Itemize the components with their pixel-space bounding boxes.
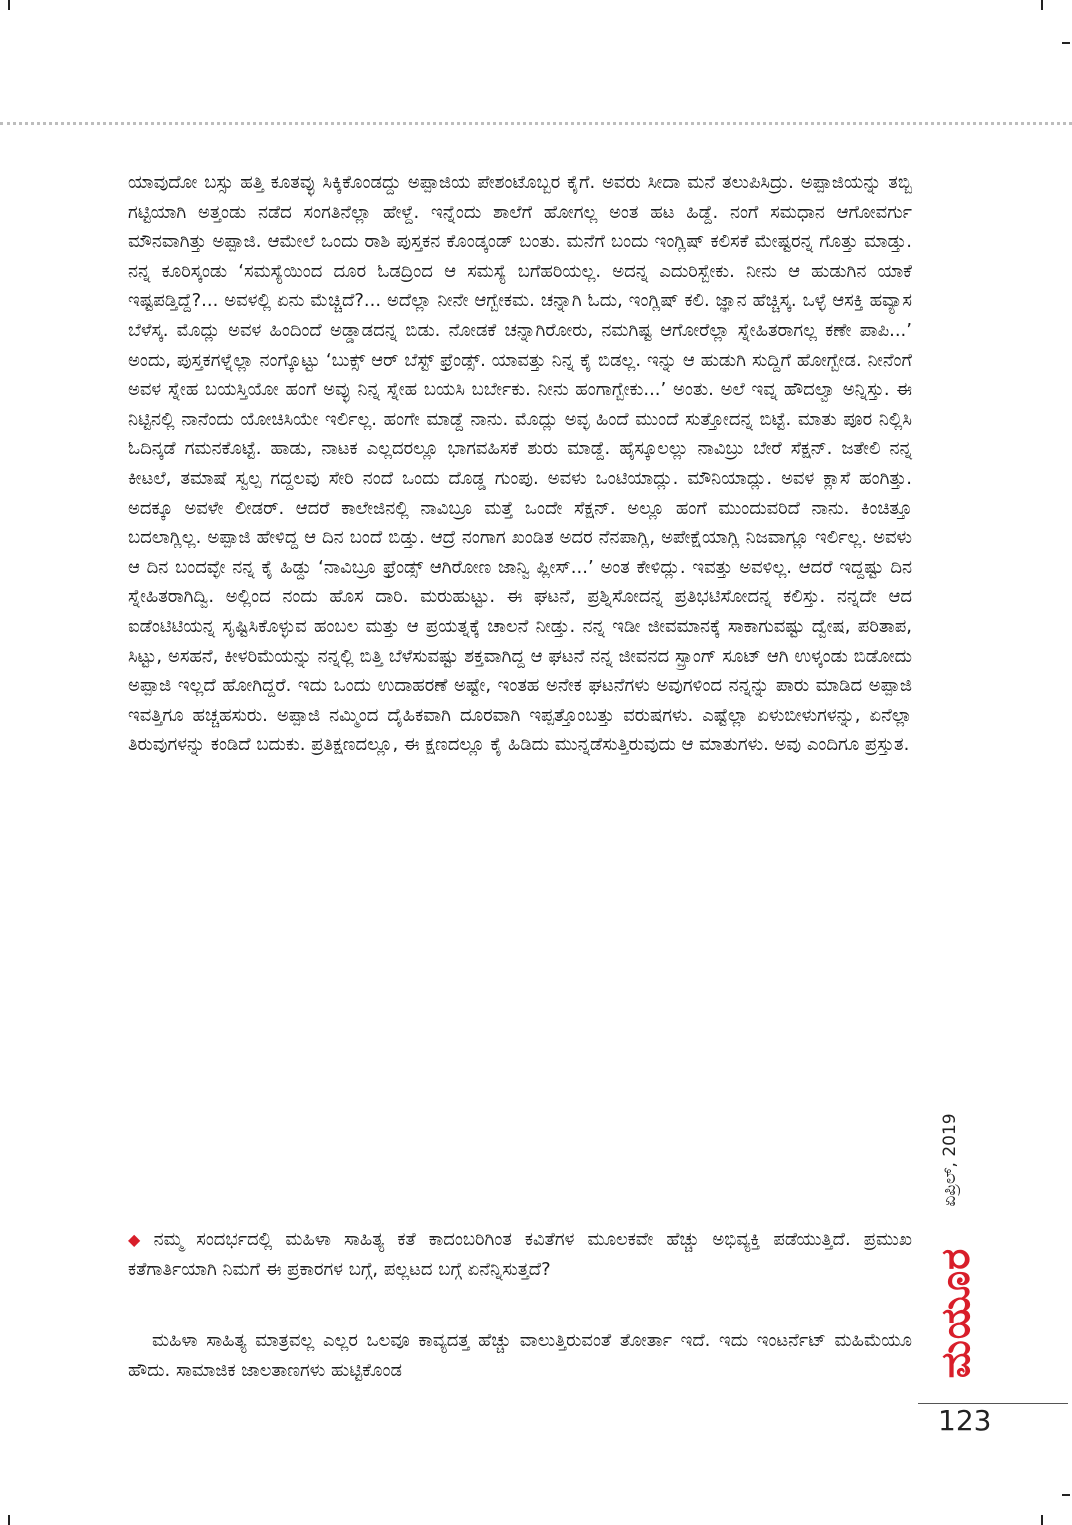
interview-answer: ಮಹಿಳಾ ಸಾಹಿತ್ಯ ಮಾತ್ರವಲ್ಲ ಎಲ್ಲರ ಒಲವೂ ಕಾವ್ಯದತ್ತ ಹೆಚ್ಚು ವಾಲುತ್ತಿರುವಂತೆ ತೋರ್ತಾ ಇದೆ. ಇದು ಇಂಟರ್ನೆಟ್ ಮಹಿಮೆಯೂ ಹೌದು. ಸಾಮಾಜಿಕ ಜಾಲತಾಣಗಳು ಹುಟ್ಟಿಕೊಂಡ [128, 1330, 912, 1381]
page-number: 123 [938, 1404, 992, 1437]
issue-date: ಏಪ್ರಿಲ್, 2019 [940, 1113, 960, 1207]
crop-mark-bottom-right [1041, 1515, 1043, 1525]
question-text: ನಮ್ಮ ಸಂದರ್ಭದಲ್ಲಿ ಮಹಿಳಾ ಸಾಹಿತ್ಯ ಕತೆ ಕಾದಂಬರಿಗಿಂತ ಕವಿತೆಗಳ ಮೂಲಕವೇ ಹೆಚ್ಚು ಅಭಿವ್ಯಕ್ತಿ ಪಡೆಯುತ್ತಿದೆ. ಪ್ರಮುಖ ಕತೆಗಾರ್ತಿಯಾಗಿ ನಿಮಗೆ ಈ ಪ್ರಕಾರಗಳ ಬಗ್ಗೆ, ಪಲ್ಲಟದ ಬಗ್ಗೆ ಏನೆನ್ನಿಸುತ್ತದೆ? [128, 1229, 912, 1280]
body-paragraph: ಯಾವುದೋ ಬಸ್ಸು ಹತ್ತಿ ಕೂತವ್ಳು ಸಿಕ್ಕಿಕೊಂಡದ್ದು ಅಪ್ಪಾಜಿಯ ಪೇಶಂಟೊಬ್ಬರ ಕೈಗೆ. ಅವರು ಸೀದಾ ಮನೆ ತಲುಪಿಸಿದ್ರು. ಅಪ್ಪಾಜಿಯನ್ನು ತಬ್ಬಿ ಗಟ್ಟಿಯಾಗಿ ಅತ್ತಂಡು ನಡೆದ ಸಂಗತಿನೆಲ್ಲಾ ಹೇಳ್ದೆ. ಇನ್ನೆಂದು ಶಾಲೆಗೆ ಹೋಗಲ್ಲ ಅಂತ ಹಟ ಹಿಡ್ದೆ. ನಂಗೆ ಸಮಧಾನ ಆಗೋವರ್ಗು ಮೌನವಾಗಿತ್ತು ಅಪ್ಪಾಜಿ. ಆಮೇಲೆ ಒಂದು ರಾಶಿ ಪುಸ್ತಕನ ಕೊಂಡ್ಕಂಡ್ ಬಂತು. ಮನೆಗೆ ಬಂದು ಇಂಗ್ಲಿಷ್ ಕಲಿಸಕೆ ಮೇಷ್ಟರನ್ನ ಗೊತ್ತು ಮಾಡ್ತು. ನನ್ನ ಕೂರಿಸ್ಕಂಡು ‘ಸಮಸ್ಯೆಯಿಂದ ದೂರ ಓಡದ್ರಿಂದ ಆ ಸಮಸ್ಯೆ ಬಗೆಹರಿಯಲ್ಲ. ಅದನ್ನ ಎದುರಿಸ್ಬೇಕು. ನೀನು ಆ ಹುಡುಗಿನ ಯಾಕೆ ಇಷ್ಟಪಡ್ತಿದ್ದೆ?... ಅವಳಲ್ಲಿ ಏನು ಮೆಚ್ಚಿದೆ?... ಅದೆಲ್ಲಾ ನೀನೇ ಆಗ್ಬೇಕಮ. ಚನ್ನಾಗಿ ಓದು, ಇಂಗ್ಲಿಷ್ ಕಲಿ. ಜ್ಞಾನ ಹೆಚ್ಚಿಸ್ಕ. ಒಳ್ಳೆ ಆಸಕ್ತಿ ಹವ್ಯಾಸ ಬೆಳೆಸ್ಕ. ಮೊದ್ಲು ಅವಳ ಹಿಂದಿಂದೆ ಅಡ್ಡಾಡದನ್ನ ಬಿಡು. ನೋಡಕೆ ಚನ್ನಾಗಿರೋರು, ನಮಗಿಷ್ಟ ಆಗೋರೆಲ್ಲಾ ಸ್ನೇಹಿತರಾಗಲ್ಲ ಕಣೇ ಪಾಪಿ...’ ಅಂದು, ಪುಸ್ತಕಗಳ್ನೆಲ್ಲಾ ನಂಗ್ಕೊಟ್ಟು ‘ಬುಕ್ಸ್ ಆರ್ ಬೆಸ್ಟ್ ಫ್ರೆಂಡ್ಸ್. ಯಾವತ್ತು ನಿನ್ನ ಕೈ ಬಿಡಲ್ಲ. ಇನ್ನು ಆ ಹುಡುಗಿ ಸುದ್ದಿಗೆ ಹೋಗ್ಬೇಡ. ನೀನೆಂಗೆ ಅವಳ ಸ್ನೇಹ ಬಯಸ್ತಿಯೋ ಹಂಗೆ ಅವ್ಳು ನಿನ್ನ ಸ್ನೇಹ ಬಯಸಿ ಬರ್ಬೇಕು. ನೀನು ಹಂಗಾಗ್ಬೇಕು...’ ಅಂತು. ಅಲೆ ಇವ್ನ ಹೌದಲ್ವಾ ಅನ್ನಿಸ್ತು. ಈ ನಿಟ್ಟಿನಲ್ಲಿ ನಾನೆಂದು ಯೋಚಿಸಿಯೇ ಇರ್ಲಿಲ್ಲ. ಹಂಗೇ ಮಾಡ್ದೆ ನಾನು. ಮೊದ್ಲು ಅವ್ಳ ಹಿಂದೆ ಮುಂದೆ ಸುತ್ತೋದನ್ನ ಬಿಟ್ಟೆ. ಮಾತು ಪೂರ ನಿಲ್ಲಿಸಿ ಓದಿನ್ಕಡೆ ಗಮನಕೊಟ್ಟೆ. ಹಾಡು, ನಾಟಕ ಎಲ್ಲದರಲ್ಲೂ ಭಾಗವಹಿಸಕೆ ಶುರು ಮಾಡ್ದೆ. ಹೈಸ್ಕೂಲಲ್ಲು ನಾವಿಬ್ರು ಬೇರೆ ಸೆಕ್ಷನ್. ಜತೇಲಿ ನನ್ನ ಕೀಟಲೆ, ತಮಾಷೆ ಸ್ವಲ್ಪ ಗದ್ದಲವು ಸೇರಿ ನಂದೆ ಒಂದು ದೊಡ್ಡ ಗುಂಪು. ಅವಳು ಒಂಟಿಯಾದ್ಲು. ಮೌನಿಯಾದ್ಲು. ಅವಳ ಕ್ಲಾಸೆ ಹಂಗಿತ್ತು. ಅದಕ್ಕೂ ಅವಳೇ ಲೀಡರ್. ಆದರೆ ಕಾಲೇಜಿನಲ್ಲಿ ನಾವಿಬ್ರೂ ಮತ್ತೆ ಒಂದೇ ಸೆಕ್ಷನ್. ಅಲ್ಲೂ ಹಂಗೆ ಮುಂದುವರಿದೆ ನಾನು. ಕಿಂಚಿತ್ತೂ ಬದಲಾಗ್ಲಿಲ್ಲ. ಅಪ್ಪಾಜಿ ಹೇಳಿದ್ದ ಆ ದಿನ ಬಂದೆ ಬಿಡ್ತು. ಆದ್ರೆ ನಂಗಾಗ ಖಂಡಿತ ಅದರ ನೆನಪಾಗ್ಲಿ, ಅಪೇಕ್ಷೆಯಾಗ್ಲಿ ನಿಜವಾಗ್ಲೂ ಇರ್ಲಿಲ್ಲ. ಅವಳು ಆ ದಿನ ಬಂದವ್ಳೇ ನನ್ನ ಕೈ ಹಿಡ್ದು ‘ನಾವಿಬ್ರೂ ಫ್ರೆಂಡ್ಸ್ ಆಗಿರೋಣ ಜಾನ್ವಿ ಪ್ಲೀಸ್...’ ಅಂತ ಕೇಳಿದ್ಲು. ಇವತ್ತು ಅವಳಿಲ್ಲ. ಆದರೆ ಇದ್ದಷ್ಟು ದಿನ ಸ್ನೇಹಿತರಾಗಿದ್ವಿ. ಅಲ್ಲಿಂದ ನಂದು ಹೊಸ ದಾರಿ. ಮರುಹುಟ್ಟು. ಈ ಘಟನೆ, ಪ್ರಶ್ನಿಸೋದನ್ನ ಪ್ರತಿಭಟಿಸೋದನ್ನ ಕಲಿಸ್ತು. ನನ್ನದೇ ಆದ ಐಡೆಂಟಿಟಿಯನ್ನ ಸೃಷ್ಟಿಸಿಕೊಳ್ಳುವ ಹಂಬಲ ಮತ್ತು ಆ ಪ್ರಯತ್ನಕ್ಕೆ ಚಾಲನೆ ನೀಡ್ತು. ನನ್ನ ಇಡೀ ಜೀವಮಾನಕ್ಕೆ ಸಾಕಾಗುವಷ್ಟು ದ್ವೇಷ, ಪರಿತಾಪ, ಸಿಟ್ಟು, ಅಸಹನೆ, ಕೀಳರಿಮೆಯನ್ನು ನನ್ನಲ್ಲಿ ಬಿತ್ತಿ ಬೆಳೆಸುವಷ್ಟು ಶಕ್ತವಾಗಿದ್ದ ಆ ಘಟನೆ ನನ್ನ ಜೀವನದ ಸ್ಪ್ರಾಂಗ್ ಸೂಟ್ ಆಗಿ ಉಳ್ಕಂಡು ಬಿಡೋದು ಅಪ್ಪಾಜಿ ಇಲ್ಲದೆ ಹೋಗಿದ್ದರೆ. ಇದು ಒಂದು ಉದಾಹರಣೆ ಅಷ್ಟೇ, ಇಂತಹ ಅನೇಕ ಘಟನೆಗಳು ಅವುಗಳಿಂದ ನನ್ನನ್ನು ಪಾರು ಮಾಡಿದ ಅಪ್ಪಾಜಿ ಇವತ್ತಿಗೂ ಹಚ್ಚಹಸುರು. ಅಪ್ಪಾಜಿ ನಮ್ಮಿಂದ ದೈಹಿಕವಾಗಿ ದೂರವಾಗಿ ಇಪ್ಪತ್ತೊಂಬತ್ತು ವರುಷಗಳು. ಎಷ್ಟೆಲ್ಲಾ ಏಳುಬೀಳುಗಳನ್ನು, ಏನೆಲ್ಲಾ ತಿರುವುಗಳನ್ನು ಕಂಡಿದೆ ಬದುಕು. ಪ್ರತಿಕ್ಷಣದಲ್ಲೂ, ಈ ಕ್ಷಣದಲ್ಲೂ ಕೈ ಹಿಡಿದು ಮುನ್ನಡೆಸುತ್ತಿರುವುದು ಆ ಮಾತುಗಳು. ಅವು ಎಂದಿಗೂ ಪ್ರಸ್ತುತ. [128, 172, 912, 756]
header-dotted-rule [0, 122, 1072, 125]
magazine-logo: ಮಯೂರ [933, 1247, 979, 1379]
crop-mark-right-top [1062, 42, 1070, 44]
crop-mark-right-bottom [1062, 1494, 1070, 1496]
interview-question [128, 1225, 912, 1284]
crop-mark-bottom-left [8, 1515, 10, 1525]
article-body [128, 168, 912, 760]
crop-mark-top-left [8, 0, 10, 10]
crop-mark-top-right [1041, 0, 1043, 10]
diamond-bullet-icon: ◆ [128, 1230, 148, 1249]
